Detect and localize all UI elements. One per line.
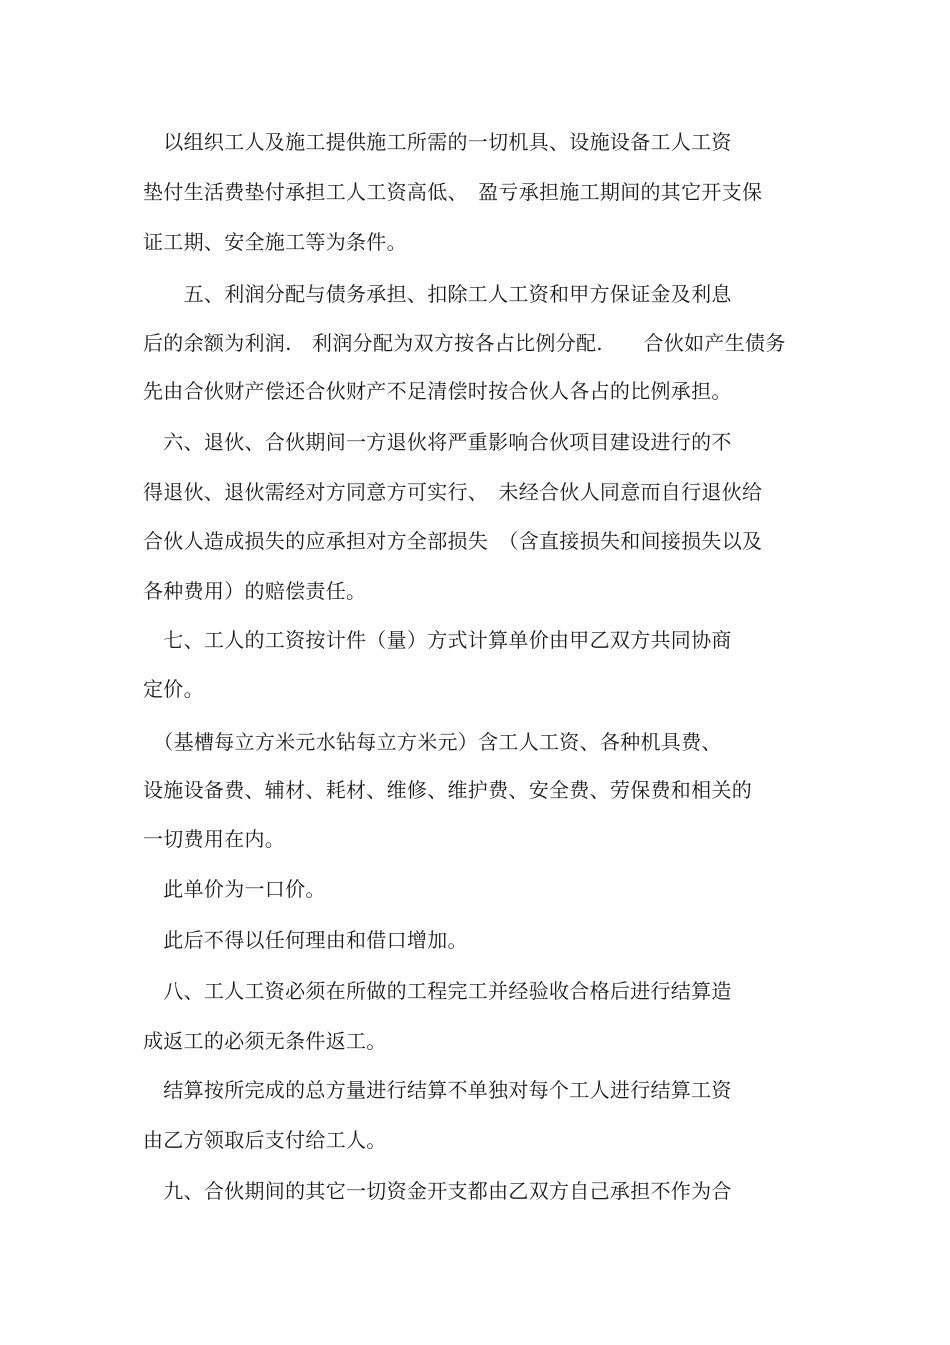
text-line: 得退伙、退伙需经对方同意方可实行、 未经合伙人同意而自行退伙给 bbox=[143, 480, 763, 504]
text-line: 证工期、安全施工等为条件。 bbox=[143, 230, 407, 254]
text-line: 合伙人造成损失的应承担对方全部损失 （含直接损失和间接损失以及 bbox=[143, 529, 763, 553]
text-line: 九、合伙期间的其它一切资金开支都由乙双方自己承担不作为合 bbox=[143, 1179, 732, 1203]
text-line: 由乙方领取后支付给工人。 bbox=[143, 1128, 387, 1152]
text-line: 以组织工人及施工提供施工所需的一切机具、设施设备工人工资 bbox=[143, 130, 732, 154]
text-line: 结算按所完成的总方量进行结算不单独对每个工人进行结算工资 bbox=[143, 1078, 732, 1102]
text-line: 一切费用在内。 bbox=[143, 827, 286, 851]
text-line: 设施设备费、辅材、耗材、维修、维护费、安全费、劳保费和相关的 bbox=[143, 778, 752, 802]
text-line: 先由合伙财产偿还合伙财产不足清偿时按合伙人各占的比例承担。 bbox=[143, 379, 732, 403]
text-line: （基槽每立方米元水钻每立方米元）含工人工资、各种机具费、 bbox=[143, 730, 722, 754]
text-line: 后的余额为利润. 利润分配为双方按各占比例分配. 合伙如产生债务 bbox=[143, 331, 786, 355]
text-line: 各种费用）的赔偿责任。 bbox=[143, 579, 367, 603]
text-line: 五、利润分配与债务承担、扣除工人工资和甲方保证金及利息 bbox=[143, 282, 732, 306]
text-line: 定价。 bbox=[143, 677, 204, 701]
text-line: 此单价为一口价。 bbox=[143, 877, 326, 901]
text-line: 成返工的必须无条件返工。 bbox=[143, 1029, 387, 1053]
text-line: 七、工人的工资按计件（量）方式计算单价由甲乙双方共同协商 bbox=[143, 628, 732, 652]
text-line: 八、工人工资必须在所做的工程完工并经验收合格后进行结算造 bbox=[143, 979, 732, 1003]
text-line: 此后不得以任何理由和借口增加。 bbox=[143, 928, 468, 952]
text-line: 六、退伙、合伙期间一方退伙将严重影响合伙项目建设进行的不 bbox=[143, 430, 732, 454]
text-line: 垫付生活费垫付承担工人工资高低、 盈亏承担施工期间的其它开支保 bbox=[143, 180, 763, 204]
